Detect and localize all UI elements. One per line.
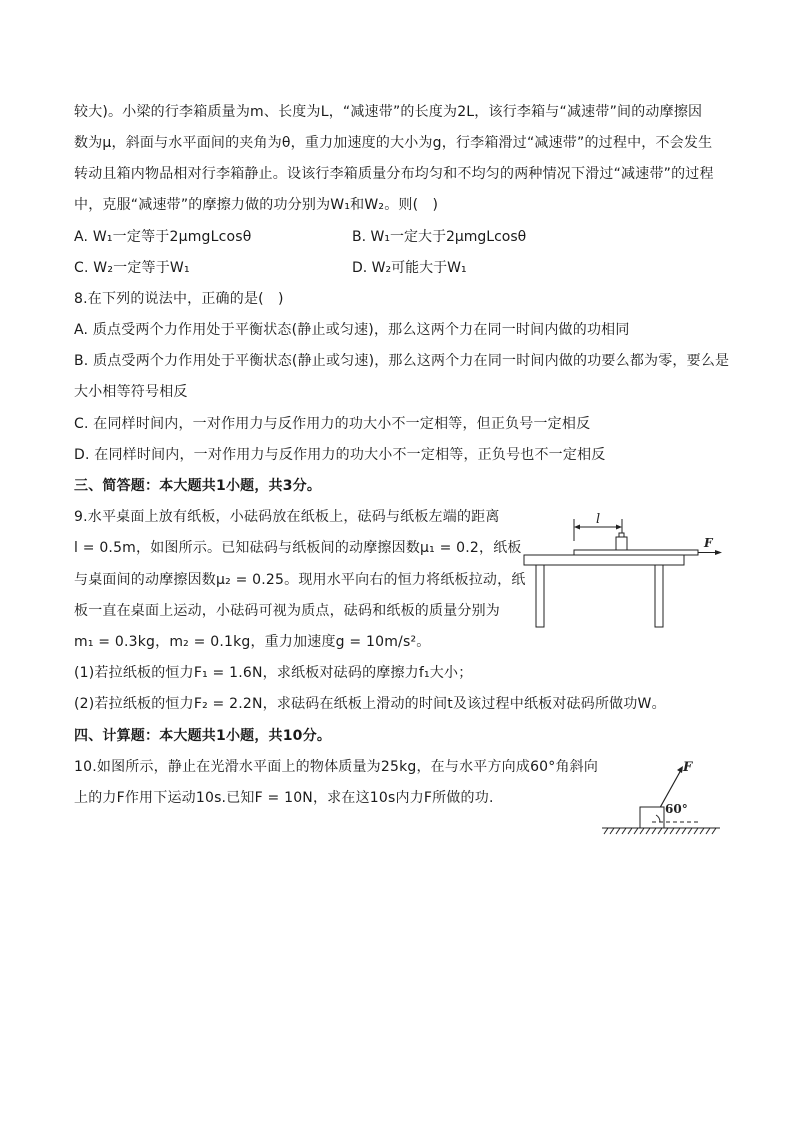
q7-option-a: A. W₁一定等于2μmgLcosθ xyxy=(74,229,252,245)
force-arrow xyxy=(715,550,722,555)
q10-line-1: 10.如图所示，静止在光滑水平面上的物体质量为25kg，在与水平方向成60°角斜向 xyxy=(74,759,599,775)
q9-line-3: 与桌面间的动摩擦因数μ₂ = 0.25。现用水平向右的恒力将纸板拉动，纸 xyxy=(74,572,526,588)
dimension-arrow-left xyxy=(574,525,580,530)
table-leg-left xyxy=(536,565,544,627)
q8-option-c: C. 在同样时间内，一对作用力与反作用力的功大小不一定相等，但正负号一定相反 xyxy=(74,416,591,432)
q9-part-2: (2)若拉纸板的恒力F₂ = 2.2N，求砝码在纸板上滑动的时间t及该过程中纸板对砝码所做功W。 xyxy=(74,696,666,712)
label-angle: 60° xyxy=(665,802,688,816)
block xyxy=(640,807,664,828)
q8-option-b-line-1: B. 质点受两个力作用处于平衡状态(静止或匀速)，那么这两个力在同一时间内做的功要么都为零，要么是 xyxy=(74,353,730,369)
q10-block-figure xyxy=(598,756,726,840)
table-top xyxy=(524,555,684,565)
q9-line-1: 9.水平桌面上放有纸板，小砝码放在纸板上，砝码与纸板左端的距离 xyxy=(74,509,500,525)
q7-line-4: 中，克服“减速带”的摩擦力做的功分别为W₁和W₂。则( ) xyxy=(74,197,439,213)
q9-line-5: m₁ = 0.3kg，m₂ = 0.1kg，重力加速度g = 10m/s²。 xyxy=(74,634,431,650)
section-4-heading: 四、计算题：本大题共1小题，共10分。 xyxy=(74,728,332,744)
weight-knob xyxy=(619,533,624,537)
q8-option-a: A. 质点受两个力作用处于平衡状态(静止或匀速)，那么这两个力在同一时间内做的功相同 xyxy=(74,322,630,338)
dimension-arrow-right xyxy=(616,525,622,530)
cardboard xyxy=(574,550,698,555)
label-F: F xyxy=(704,536,713,550)
ground-hatching xyxy=(604,828,716,834)
q9-line-2: l = 0.5m，如图所示。已知砝码与纸板间的动摩擦因数μ₁ = 0.2，纸板 xyxy=(74,540,522,556)
q8-option-b-line-2: 大小相等符号相反 xyxy=(74,384,188,400)
q8-stem: 8.在下列的说法中，正确的是( ) xyxy=(74,291,284,307)
q10-line-2: 上的力F作用下运动10s.已知F = 10N，求在这10s内力F所做的功. xyxy=(74,790,494,806)
weight-block xyxy=(616,537,627,550)
label-l: l xyxy=(596,512,601,527)
section-3-heading: 三、简答题：本大题共1小题，共3分。 xyxy=(74,478,322,494)
q7-line-3: 转动且箱内物品相对行李箱静止。设该行李箱质量分布均匀和不均匀的两种情况下滑过“减速带”的过程 xyxy=(74,166,714,182)
q7-option-c: C. W₂一定等于W₁ xyxy=(74,260,190,276)
q9-part-1: (1)若拉纸板的恒力F₁ = 1.6N，求纸板对砝码的摩擦力f₁大小； xyxy=(74,665,473,681)
q7-option-d: D. W₂可能大于W₁ xyxy=(352,260,467,276)
q9-table-figure xyxy=(512,505,732,635)
q9-line-4: 板一直在桌面上运动，小砝码可视为质点，砝码和纸板的质量分别为 xyxy=(74,603,500,619)
q8-option-d: D. 在同样时间内，一对作用力与反作用力的功大小不一定相等，正负号也不一定相反 xyxy=(74,447,606,463)
table-leg-right xyxy=(655,565,663,627)
q7-option-b: B. W₁一定大于2μmgLcosθ xyxy=(352,229,527,245)
label-F: F xyxy=(683,760,693,775)
q7-line-2: 数为μ，斜面与水平面间的夹角为θ，重力加速度的大小为g，行李箱滑过“减速带”的过程中，不会发生 xyxy=(74,135,713,151)
q7-line-1: 较大)。小梁的行李箱质量为m、长度为L，“减速带”的长度为2L，该行李箱与“减速带”间的动摩擦因 xyxy=(74,104,703,120)
